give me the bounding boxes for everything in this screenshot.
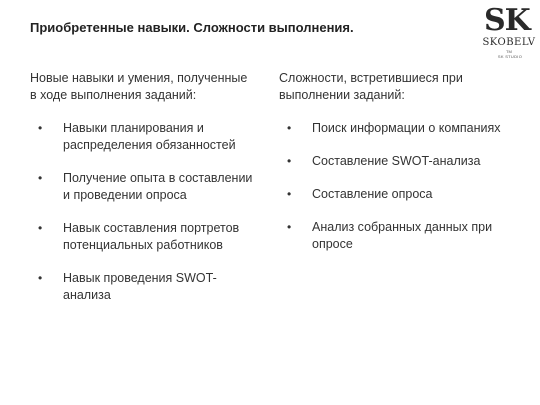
list-item-text: Поиск информации о компаниях [312, 121, 501, 135]
logo-trademark: TM [506, 49, 512, 54]
list-item-text: Получение опыта в составлении и проведении опроса [63, 171, 253, 202]
bullet-icon: • [38, 121, 43, 135]
list-item [30, 120, 255, 154]
skills-intro: Новые навыки и умения, полученные в ходе выполнения заданий: [30, 71, 248, 102]
list-item [30, 220, 255, 254]
skills-list [30, 120, 255, 304]
logo-wordmark: SKOBELV [482, 37, 536, 48]
list-item-text: Навык составления портретов потенциальных работников [63, 221, 240, 252]
bullet-icon: • [38, 221, 43, 235]
list-item [30, 170, 255, 204]
bullet-icon: • [287, 121, 292, 135]
bullet-icon: • [287, 154, 292, 168]
list-item-text: Составление SWOT-анализа [312, 154, 481, 168]
brand-logo [482, 4, 538, 60]
list-item [279, 153, 519, 170]
list-item [279, 219, 519, 253]
bullet-icon: • [287, 187, 292, 201]
bullet-icon: • [287, 220, 292, 234]
list-item [279, 186, 519, 203]
difficulties-list [279, 120, 519, 253]
list-item-text: Анализ собранных данных при опросе [312, 220, 493, 251]
page-title: Приобретенные навыки. Сложности выполнения. [30, 20, 354, 35]
skills-column [30, 70, 255, 320]
bullet-icon: • [38, 271, 43, 285]
logo-subtitle: SK STUDIO [497, 54, 523, 59]
bullet-icon: • [38, 171, 43, 185]
list-item-text: Навык проведения SWOT-анализа [63, 271, 217, 302]
difficulties-intro: Сложности, встретившиеся при выполнении заданий: [279, 71, 463, 102]
list-item [279, 120, 519, 137]
list-item [30, 270, 255, 304]
list-item-text: Составление опроса [312, 187, 433, 201]
difficulties-column [279, 70, 519, 269]
list-item-text: Навыки планирования и распределения обязанностей [63, 121, 236, 152]
logo-mark: SK [484, 3, 530, 38]
